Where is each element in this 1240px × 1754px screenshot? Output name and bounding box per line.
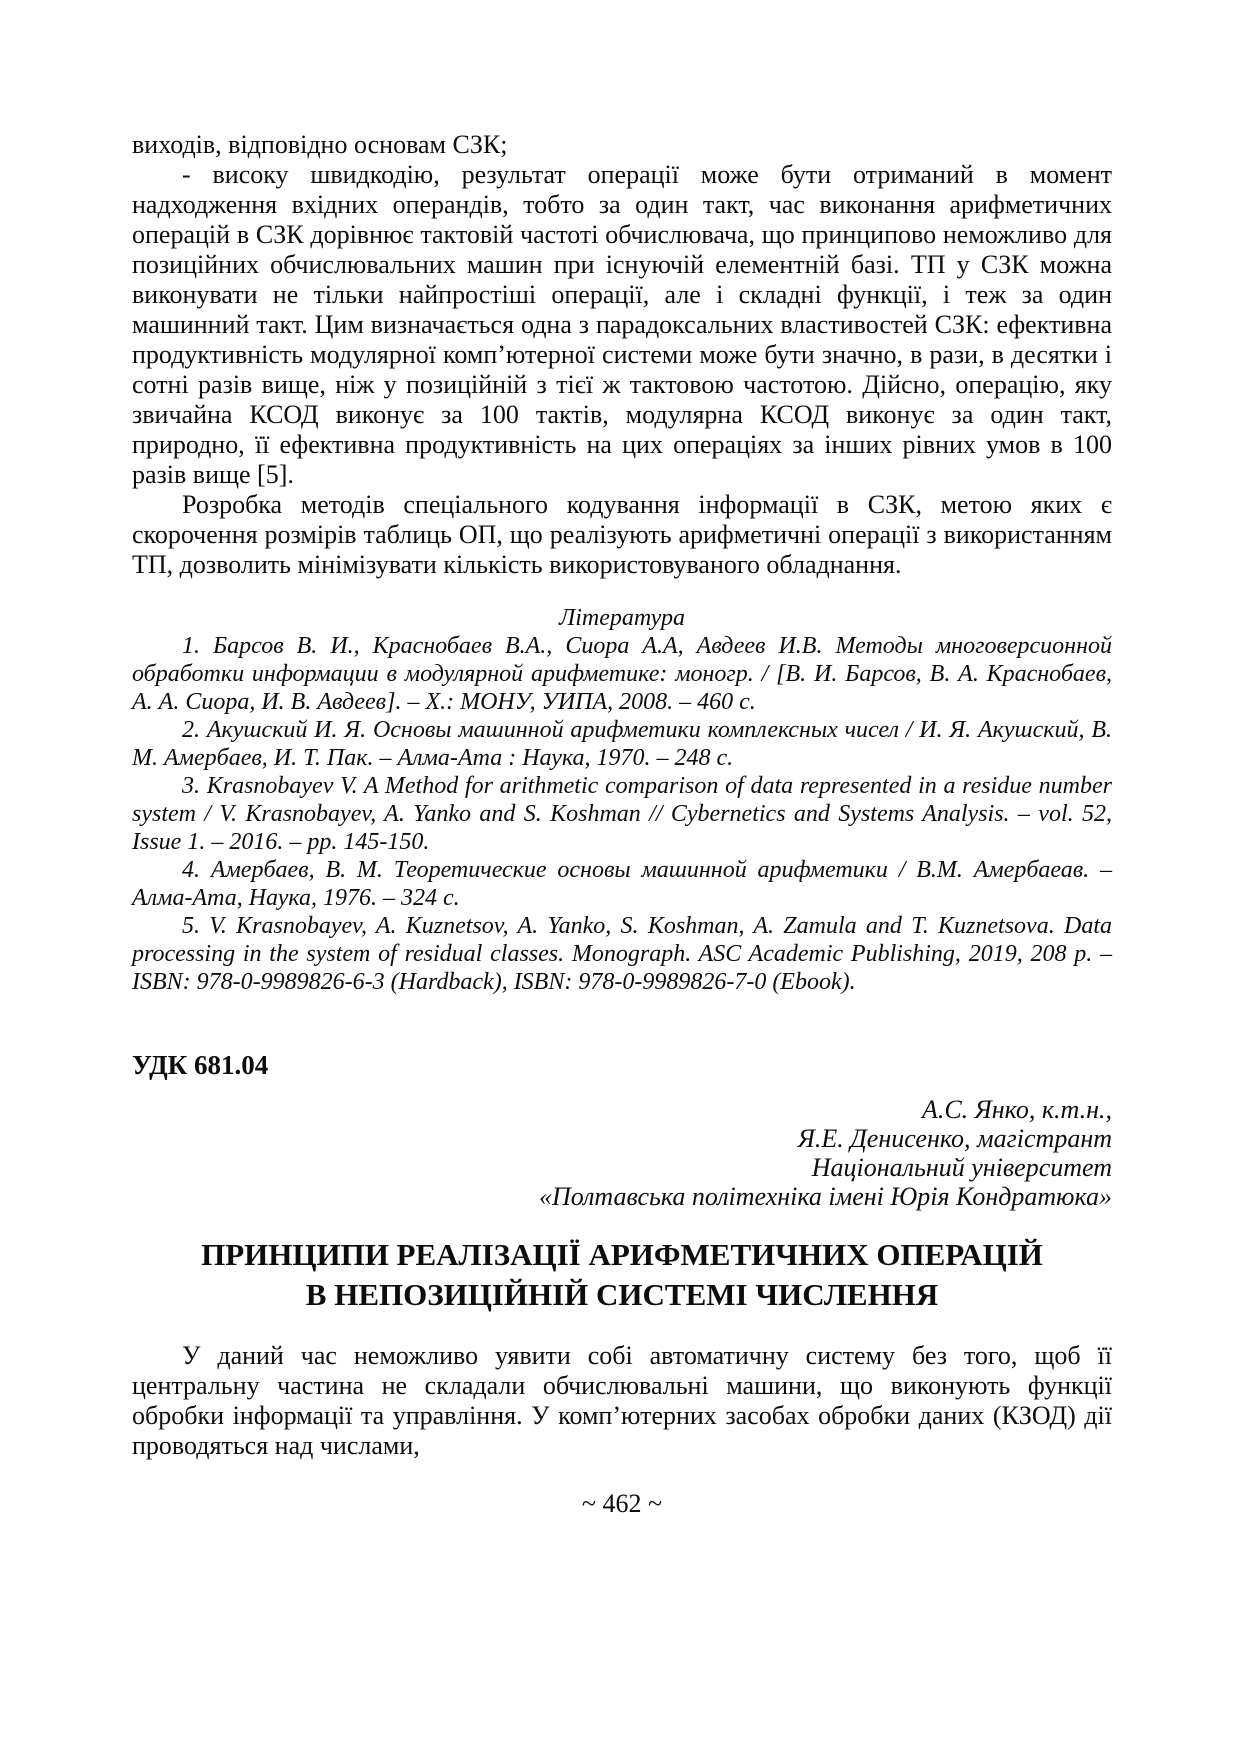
reference-item-5: 5. V. Krasnobayev, A. Kuznetsov, A. Yanko, S. Koshman, A. Zamula and T. Kuznetsova. Data processing in the system of residual classes. Monograph. ASC Academic Publishing, 2019, 208 p. – ISBN: 978-0-9989826-6-3 (Hardback), ISBN: 978-0-9989826-7-0 (Ebook). [132,913,1112,995]
paragraph-coding-methods: Розробка методів спеціального кодування інформації в СЗК, метою яких є скорочення розмірів таблиць ОП, що реалізують арифметичні операції з використанням ТП, дозволить мінімізувати кількість використовуваного обладнання. [132,490,1112,579]
affiliation-line-2: «Полтавська політехніка імені Юрія Кондратюка» [538,1182,1112,1211]
article-title-line-2: В НЕПОЗИЦІЙНІЙ СИСТЕМІ ЧИСЛЕННЯ [305,1277,939,1312]
reference-item-3: 3. Krasnobayev V. A Method for arithmetic comparison of data represented in a residue number system / V. Krasnobayev, A. Yanko and S. Koshman // Cybernetics and Systems Analysis. – vol. 52, Issue 1. – 2016. – pp. 145-150. [132,773,1112,855]
article-title-line-1: ПРИНЦИПИ РЕАЛІЗАЦІЇ АРИФМЕТИЧНИХ ОПЕРАЦІЙ [201,1237,1043,1272]
reference-item-2: 2. Акушский И. Я. Основы машинной арифметики комплексных чисел / И. Я. Акушский, В. М. Амербаев, И. Т. Пак. – Алма-Ата : Наука, 1970. – 248 с. [132,717,1112,771]
page-number: ~ 462 ~ [581,1489,663,1518]
reference-item-4: 4. Амербаев, В. М. Теоретические основы машинной арифметики / В.М. Амербаеав. – Алма-Ата, Наука, 1976. – 324 с. [132,857,1112,911]
affiliation-line-1: Національний університет [811,1153,1112,1182]
references-list [132,632,1112,996]
article-title [132,1235,1112,1315]
paragraph-speed-advantage: - високу швидкодію, результат операції може бути отриманий в момент надходження вхідних операндів, тобто за один такт, час виконання арифметичних операцій в СЗК дорівнює тактовій частоті обчислювача, що принципово неможливо для позиційних обчислювальних машин при існуючій елементній базі. ТП у СЗК можна виконувати не тільки найпростіші операції, але і складні функції, і теж за один машинний такт. Цим визначається одна з парадоксальних властивостей СЗК: ефективна продуктивність модулярної комп’ютерної системи може бути значно, в рази, в десятки і сотні разів вище, ніж у позиційній з тієї ж тактовою частотою. Дійсно, операцію, яку звичайна КСОД виконує за 100 тактів, модулярна КСОД виконує за один такт, природно, її ефективна продуктивність на цих операціях за інших рівних умов в 100 разів вище [5]. [132,160,1112,489]
author-line-1: А.С. Янко, к.т.н., [921,1095,1112,1124]
reference-item-1: 1. Барсов В. И., Краснобаев В.А., Сиора А.А, Авдеев И.В. Методы многоверсионной обработки информации в модулярной арифметике: моногр. / [В. И. Барсов, В. А. Краснобаев, А. А. Сиора, И. В. Авдеев]. – Х.: МОНУ, УИПА, 2008. – 460 с. [132,633,1112,715]
author-block [132,1095,1112,1211]
paragraph-intro: У даний час неможливо уявити собі автоматичну систему без того, щоб її центральну частина не складали обчислювальні машини, що виконують функції обробки інформації та управління. У комп’ютерних засобах обробки даних (КЗОД) дії проводяться над числами, [132,1341,1112,1460]
author-line-2: Я.Е. Денисенко, магістрант [797,1124,1112,1153]
references-heading: Література [559,605,685,631]
udc-code: УДК 681.04 [132,1050,269,1080]
paragraph-continuation: виходів, відповідно основам СЗК; [132,130,508,159]
